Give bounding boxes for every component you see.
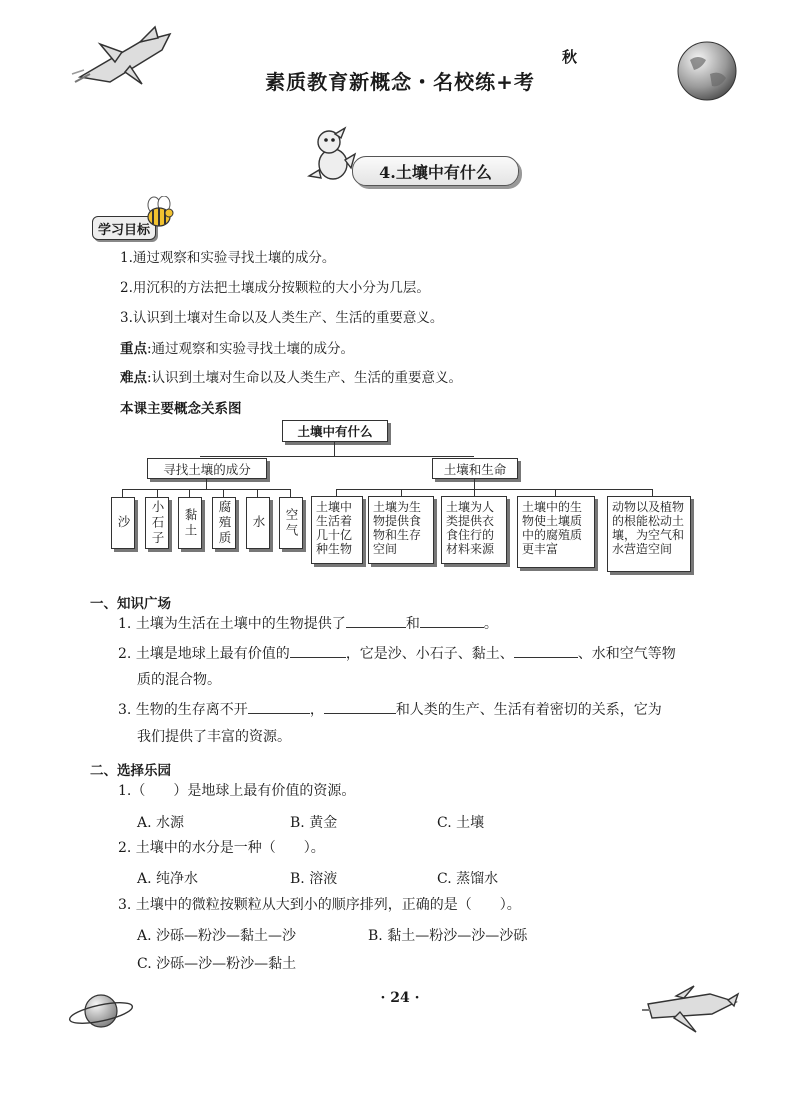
component-box: 小石子 — [145, 497, 169, 549]
section-heading: 二、选择乐园 — [90, 763, 171, 779]
connector — [336, 489, 337, 496]
connector — [200, 456, 201, 457]
connector — [200, 456, 474, 457]
fill-question — [118, 613, 498, 634]
answer-blank[interactable] — [290, 643, 346, 658]
choice-option[interactable]: C. 土壤 — [437, 815, 485, 831]
question-continuation: 我们提供了丰富的资源。 — [137, 729, 291, 745]
answer-blank[interactable] — [248, 699, 310, 714]
component-box: 空气 — [279, 497, 303, 549]
question-text: 土壤为生活在土壤中的生物提供了 — [135, 616, 346, 632]
key-point-text: :通过观察和实验寻找土壤的成分。 — [147, 341, 355, 357]
goal-item: 1.通过观察和实验寻找土壤的成分。 — [120, 250, 336, 266]
lesson-title: 4.土壤中有什么 — [379, 162, 492, 182]
relation-box: 土壤为生物提供食物和生存空间 — [368, 496, 434, 564]
series-title: 素质教育新概念・名校练+考 — [265, 70, 535, 94]
page-number: · 24 · — [380, 990, 420, 1006]
section-heading: 一、知识广场 — [90, 596, 171, 612]
season-label: 秋 — [562, 48, 578, 66]
concept-root-box: 土壤中有什么 — [282, 420, 388, 442]
connector — [290, 489, 291, 497]
dragon-mascot-icon — [305, 126, 357, 184]
question-continuation: 质的混合物。 — [137, 672, 221, 688]
choice-option[interactable]: C. 蒸馏水 — [437, 871, 499, 887]
choice-question-stem: 1.（ ）是地球上最有价值的资源。 — [118, 783, 356, 799]
relation-box: 土壤为人类提供衣食住行的材料来源 — [441, 496, 507, 564]
connector — [189, 489, 190, 497]
connector — [206, 479, 207, 489]
connector — [122, 489, 123, 497]
answer-blank[interactable] — [324, 699, 396, 714]
ringed-planet-icon — [66, 986, 136, 1036]
connector — [555, 489, 556, 496]
component-box: 水 — [246, 497, 270, 549]
connector — [401, 489, 402, 496]
question-number: 2. — [118, 646, 132, 662]
component-box: 腐殖质 — [212, 497, 236, 549]
key-point-label: 重点 — [120, 341, 147, 357]
connector — [474, 489, 475, 496]
choice-option[interactable]: B. 溶液 — [290, 871, 338, 887]
connector — [122, 489, 290, 490]
choice-option[interactable]: C. 沙砾—沙—粉沙—黏土 — [137, 956, 297, 972]
relation-box: 动物以及植物的根能松动土壤，为空气和水营造空间 — [607, 496, 691, 572]
learning-goals-tag: 学习目标 — [92, 216, 156, 240]
goal-item: 3.认识到土壤对生命以及人类生产、生活的重要意义。 — [120, 310, 444, 326]
question-text: 土壤是地球上最有价值的 — [135, 646, 290, 662]
question-text: 生物的生存离不开 — [135, 702, 248, 718]
component-box: 沙 — [111, 497, 135, 549]
component-box: 黏土 — [178, 497, 202, 549]
connector — [334, 442, 335, 456]
question-number: 1. — [118, 616, 132, 632]
question-text: 和 — [405, 616, 420, 632]
branch-right-box: 土壤和生命 — [432, 458, 518, 479]
connector — [223, 489, 224, 497]
lesson-title-banner — [352, 156, 519, 186]
space-shuttle-icon — [640, 984, 740, 1038]
key-point — [120, 337, 354, 357]
question-text: ，它是沙、小石子、黏土、 — [345, 646, 514, 662]
bee-icon — [142, 196, 176, 230]
question-text: 、水和空气等物 — [577, 646, 676, 662]
fill-question — [118, 643, 676, 664]
connector — [652, 489, 653, 496]
choice-option[interactable]: A. 沙砾—粉沙—黏土—沙 — [137, 928, 297, 944]
answer-blank[interactable] — [514, 643, 578, 658]
connector — [157, 489, 158, 497]
connector — [336, 489, 652, 490]
choice-option[interactable]: A. 纯净水 — [137, 871, 199, 887]
fill-question — [118, 699, 662, 720]
choice-option[interactable]: A. 水源 — [137, 815, 185, 831]
question-text: 和人类的生产、生活有着密切的关系，它为 — [395, 702, 662, 718]
answer-blank[interactable] — [346, 613, 406, 628]
connector — [257, 489, 258, 497]
choice-option[interactable]: B. 黄金 — [290, 815, 338, 831]
relation-box: 土壤中生活着几十亿种生物 — [311, 496, 363, 564]
branch-left-box: 寻找土壤的成分 — [147, 458, 267, 479]
difficulty-point — [120, 366, 462, 386]
question-text: 。 — [483, 616, 498, 632]
question-number: 3. — [118, 702, 132, 718]
choice-option[interactable]: B. 黏土—粉沙—沙—沙砾 — [368, 928, 528, 944]
choice-question-stem: 2. 土壤中的水分是一种（ ）。 — [118, 840, 325, 856]
answer-blank[interactable] — [420, 613, 484, 628]
question-text: ， — [309, 702, 324, 718]
connector — [474, 479, 475, 489]
difficulty-text: :认识到土壤对生命以及人类生产、生活的重要意义。 — [147, 370, 463, 386]
difficulty-label: 难点 — [120, 370, 147, 386]
goal-item: 2.用沉积的方法把土壤成分按颗粒的大小分为几层。 — [120, 280, 430, 296]
relation-box: 土壤中的生物使土壤质中的腐殖质更丰富 — [517, 496, 595, 568]
choice-question-stem: 3. 土壤中的微粒按颗粒从大到小的顺序排列，正确的是（ ）。 — [118, 897, 521, 913]
concept-map-title: 本课主要概念关系图 — [120, 401, 242, 417]
